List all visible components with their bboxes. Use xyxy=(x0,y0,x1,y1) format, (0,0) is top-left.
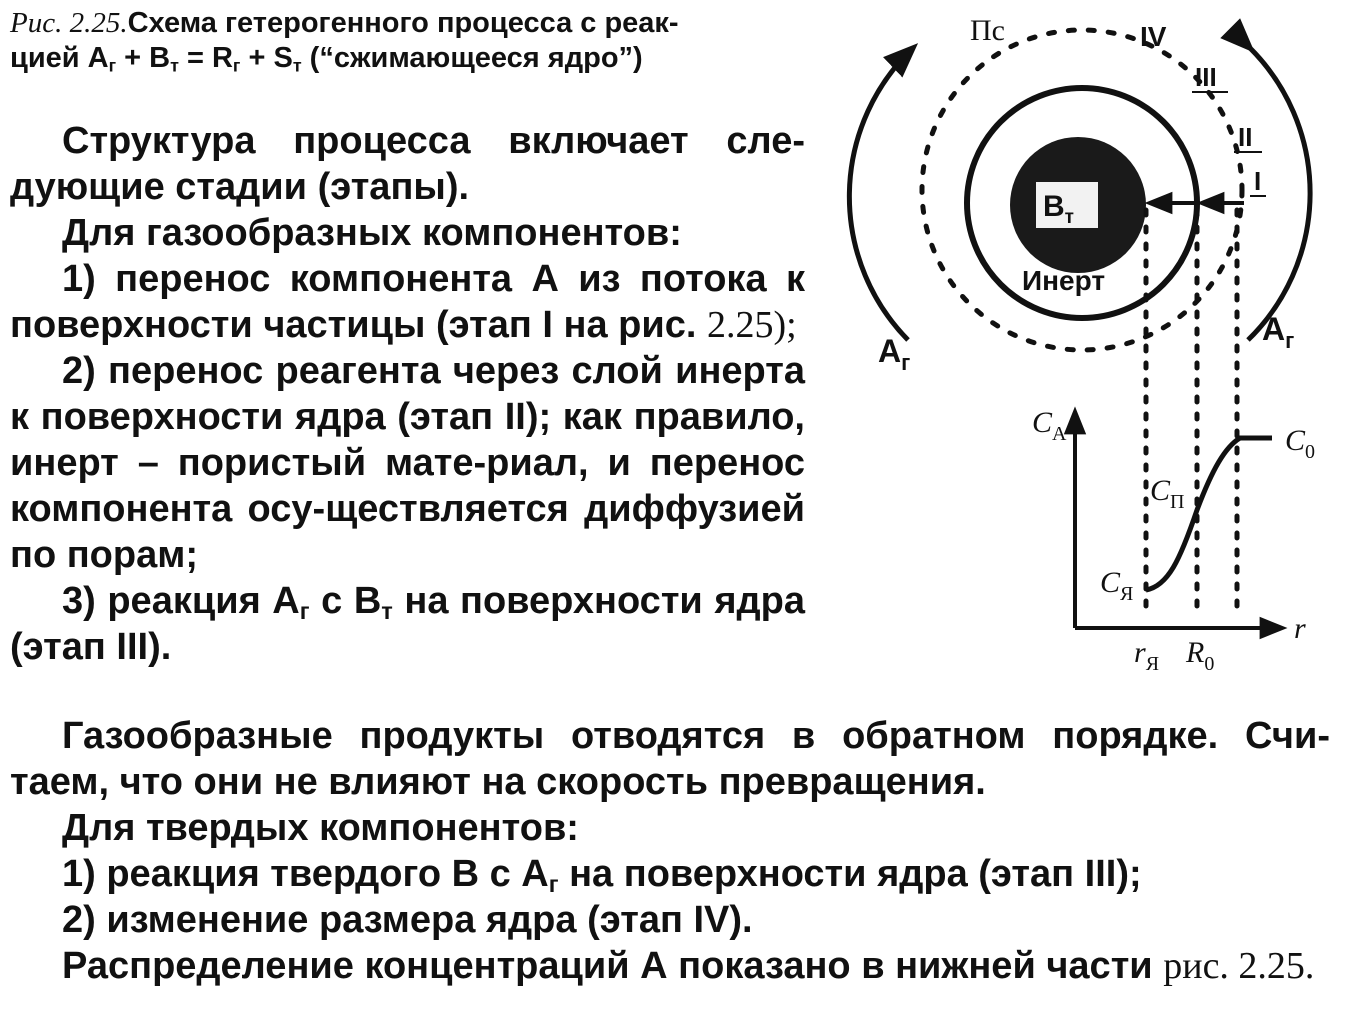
left-flow-arrow xyxy=(849,48,913,340)
paragraph-gas-heading: Для газообразных компонентов: xyxy=(62,212,682,254)
stage-iv-label: IV xyxy=(1140,21,1167,52)
r0-label: $R_0$ xyxy=(1186,636,1215,675)
full-width-text xyxy=(10,713,1330,989)
a-gas-left-label: $A_г$ xyxy=(878,333,911,375)
paragraph-stage-2: 2) перенос реагента через слой инерта к поверхности ядра (этап II); как правило, инерт – пористый мате-риал, и перенос компонента осу-ществляется диффузией по порам; xyxy=(10,350,805,576)
paragraph-solid-heading: Для твердых компонентов: xyxy=(62,807,579,849)
film-label: Пс xyxy=(970,14,1005,47)
core-label: $B_т$ xyxy=(1043,190,1074,228)
inert-label: Инерт xyxy=(1022,265,1106,296)
paragraph-stage-3: 3) реакция $A_г$ с $B_т$ на поверхности ядра (этап III). xyxy=(10,580,805,668)
paragraph-solid-stage-1: 1) реакция твердого В с $A_г$ на поверхности ядра (этап III); xyxy=(62,853,1142,897)
caption-line-1: Схема гетерогенного процесса с реак- xyxy=(127,7,679,39)
figure-svg xyxy=(840,0,1352,700)
figure-label: Рис. 2.25. xyxy=(10,7,128,39)
c0-label: $C_0$ xyxy=(1285,424,1316,463)
r-axis-label: r xyxy=(1294,612,1306,645)
cp-label: $C_П$ xyxy=(1150,474,1185,513)
stage-ii-label: II xyxy=(1238,122,1253,152)
figure-caption xyxy=(10,6,810,76)
a-gas-right-label: $A_г$ xyxy=(1262,311,1295,353)
stage-i-label: I xyxy=(1254,166,1262,196)
narrow-text-column xyxy=(10,118,805,670)
paragraph-stage-1: 1) перенос компонента А из потока к поверхности частицы (этап I на рис. 2.25); xyxy=(10,258,805,346)
caption-line-2: цией $A_г + B_т = R_г + S_т$ (“сжимающееся ядро”) xyxy=(10,42,643,76)
paragraph-solid-stage-2: 2) изменение размера ядра (этап IV). xyxy=(62,899,753,941)
paragraph-gas-products: Газообразные продукты отводятся в обратном порядке. Счи-таем, что они не влияют на скорость превращения. xyxy=(10,715,1330,803)
stage-iii-label: III xyxy=(1195,62,1217,92)
r-ya-label: $r_Я$ xyxy=(1134,636,1160,675)
cya-label: $C_Я$ xyxy=(1100,566,1134,605)
concentration-profile xyxy=(1146,438,1272,590)
ca-label: $C_A$ xyxy=(1032,406,1067,445)
paragraph-distribution: Распределение концентраций А показано в нижней части рис. 2.25. xyxy=(62,945,1315,987)
shrinking-core-figure xyxy=(840,0,1352,700)
paragraph-structure: Структура процесса включает сле-дующие стадии (этапы). xyxy=(10,120,805,208)
